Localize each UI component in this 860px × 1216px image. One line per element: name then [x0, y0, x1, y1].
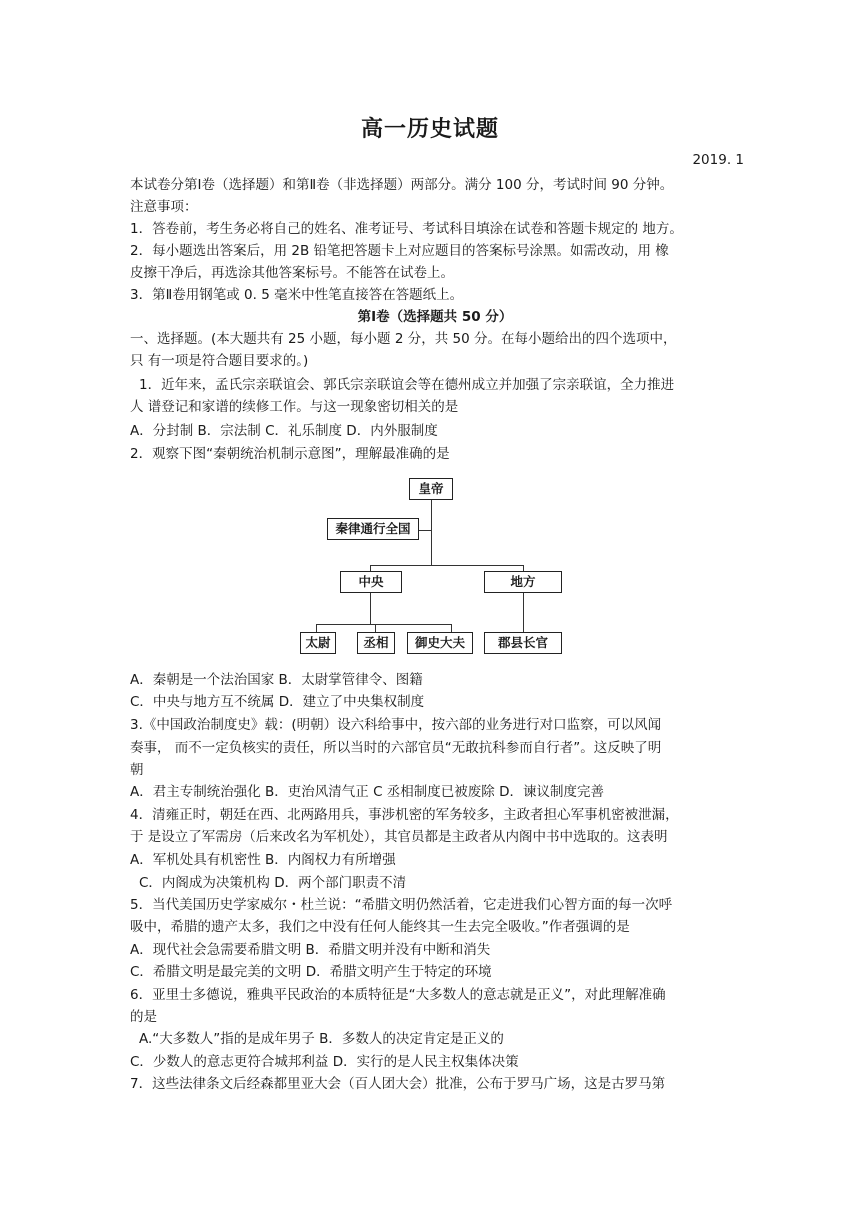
notes-heading: 注意事项：	[130, 199, 198, 215]
local-box: 地方	[484, 571, 562, 593]
question-line: 朝	[130, 762, 144, 778]
section-instructions: 只 有一项是符合题目要求的。)	[130, 353, 309, 369]
diagram-connector	[523, 592, 524, 632]
question-line: 奏事， 而不一定负核实的责任，所以当时的六部官员“无敢抗科参而自行者”。这反映了明	[130, 740, 662, 756]
question-line: 7．这些法律条文后经森都里亚大会（百人团大会）批准，公布于罗马广场，这是古罗马第	[130, 1076, 666, 1092]
diagram-connector	[375, 624, 376, 632]
law-box: 秦律通行全国	[327, 518, 419, 540]
emperor-box: 皇帝	[409, 478, 453, 500]
question-line: 人 谱登记和家谱的续修工作。与这一现象密切相关的是	[130, 399, 459, 415]
question-line: 于 是设立了军需房（后来改名为军机处），其官员都是主政者从内阁中书中选取的。这表明	[130, 829, 668, 845]
diagram-connector	[431, 500, 432, 566]
question-options: A．秦朝是一个法治国家 B．太尉掌管律令、图籍	[130, 672, 423, 688]
question-options: A．军机处具有机密性 B．内阁权力有所增强	[130, 852, 396, 868]
question-options: A．分封制 B．宗法制 C．礼乐制度 D．内外服制度	[130, 423, 438, 439]
question-options: C．希腊文明是最完美的文明 D．希腊文明产生于特定的环境	[130, 964, 492, 980]
question-line: 5．当代美国历史学家威尔・杜兰说：“希腊文明仍然活着，它走进我们心智方面的每一次呼	[130, 897, 673, 913]
question-options: C．中央与地方互不统属 D．建立了中央集权制度	[130, 694, 425, 710]
question-options: C．少数人的意志更符合城邦利益 D．实行的是人民主权集体决策	[130, 1054, 519, 1070]
central-box: 中央	[340, 571, 402, 593]
yushi-box: 御史大夫	[407, 632, 473, 654]
note-line: 1．答卷前，考生务必将自己的姓名、准考证号、考试科目填涂在试卷和答题卡规定的 地方。	[130, 221, 683, 237]
question-options: A．君主专制统治强化 B．吏治风清气正 C 丞相制度已被废除 D．谏议制度完善	[130, 784, 604, 800]
diagram-connector	[370, 592, 371, 624]
diagram-connector	[316, 624, 317, 632]
intro-text: 本试卷分第Ⅰ卷（选择题）和第Ⅱ卷（非选择题）两部分。满分 100 分，考试时间 90 分钟。	[130, 177, 674, 193]
question-options: A．现代社会急需要希腊文明 B．希腊文明并没有中断和消失	[130, 942, 491, 958]
page-title: 高一历史试题	[360, 117, 499, 142]
question-options: A.“大多数人”指的是成年男子 B．多数人的决定肯定是正义的	[139, 1031, 504, 1047]
question-line: 1．近年来，孟氏宗亲联谊会、郭氏宗亲联谊会等在德州成立并加强了宗亲联谊，全力推进	[139, 377, 675, 393]
section-instructions: 一、选择题。(本大题共有 25 小题，每小题 2 分，共 50 分。在每小题给出的四个选项中，	[130, 331, 677, 347]
diagram-connector	[316, 624, 452, 625]
qin-governance-diagram	[296, 474, 568, 658]
question-line: 4．清雍正时，朝廷在西、北两路用兵，事涉机密的军务较多，主政者担心军事机密被泄漏，	[130, 807, 679, 823]
exam-date: 2019. 1	[692, 152, 744, 168]
question-line: 吸中，希腊的遗产太多，我们之中没有任何人能终其一生去完全吸收。”作者强调的是	[130, 919, 630, 935]
diagram-connector	[370, 565, 524, 566]
chengxiang-box: 丞相	[357, 632, 395, 654]
taiwei-box: 太尉	[300, 632, 336, 654]
note-line: 2．每小题选出答案后，用 2B 铅笔把答题卡上对应题目的答案标号涂黑。如需改动，用 橡	[130, 243, 669, 259]
section-title: 第Ⅰ卷（选择题共 50 分）	[357, 309, 513, 325]
junxian-box: 郡县长官	[484, 632, 562, 654]
question-line: 6．亚里士多德说，雅典平民政治的本质特征是“大多数人的意志就是正义”，对此理解准确	[130, 987, 666, 1003]
diagram-connector	[417, 530, 431, 531]
note-line: 皮擦干净后，再选涂其他答案标号。不能答在试卷上。	[130, 265, 454, 281]
question-line: 3.《中国政治制度史》载：(明朝）设六科给事中，按六部的业务进行对口监察，可以风闻	[130, 717, 662, 733]
note-line: 3．第Ⅱ卷用钢笔或 0. 5 毫米中性笔直接答在答题纸上。	[130, 287, 464, 303]
question-line: 的是	[130, 1009, 157, 1025]
question-options: C．内阁成为决策机构 D．两个部门职责不清	[139, 875, 407, 891]
question-line: 2．观察下图“秦朝统治机制示意图”，理解最准确的是	[130, 446, 450, 462]
diagram-connector	[451, 624, 452, 632]
